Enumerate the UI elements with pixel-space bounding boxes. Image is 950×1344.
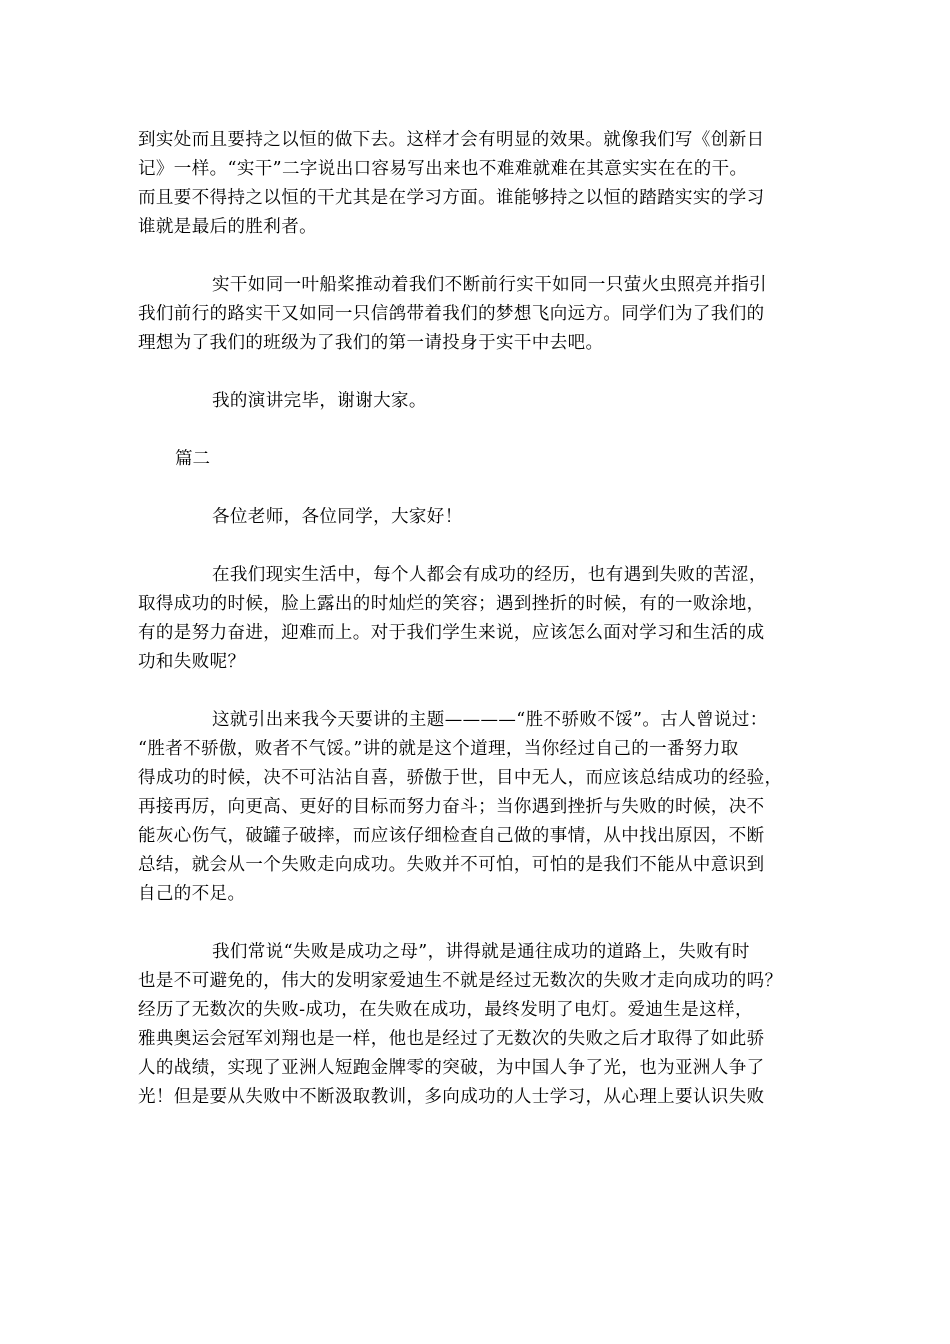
text-line: 再接再厉，向更高、更好的目标而努力奋斗；当你遇到挫折与失败的时候，决不: [138, 797, 765, 817]
text-line: 也是不可避免的，伟大的发明家爱迪生不就是经过无数次的失败才走向成功的吗？: [138, 971, 783, 991]
text-line: 在我们现实生活中，每个人都会有成功的经历，也有遇到失败的苦涩，: [212, 565, 767, 585]
text-line: 这就引出来我今天要讲的主题————“胜不骄败不馁”。古人曾说过：: [212, 710, 768, 730]
paragraph-gap: [138, 474, 824, 503]
text-line: 取得成功的时候，脸上露出的时灿烂的笑容；遇到挫折的时候，有的一败涂地，: [138, 594, 765, 614]
paragraph-7: [138, 938, 824, 1112]
paragraph-gap: [138, 909, 824, 938]
text-line: 雅典奥运会冠军刘翔也是一样，他也是经过了无数次的失败之后才取得了如此骄: [138, 1029, 765, 1049]
text-line: 记》一样。“实干”二字说出口容易写出来也不难难就难在其意实实在在的干。: [138, 159, 748, 179]
text-line: 自己的不足。: [138, 884, 246, 904]
paragraph-greeting: [138, 503, 824, 532]
text-line: 理想为了我们的班级为了我们的第一请投身于实干中去吧。: [138, 333, 604, 353]
section-heading: 篇二: [175, 449, 210, 469]
paragraph-2: [138, 271, 824, 358]
paragraph-5: [138, 561, 824, 677]
text-line: 有的是努力奋进，迎难而上。对于我们学生来说，应该怎么面对学习和生活的成: [138, 623, 765, 643]
text-line: 总结，就会从一个失败走向成功。失败并不可怕，可怕的是我们不能从中意识到: [138, 855, 765, 875]
paragraph-gap: [138, 358, 824, 387]
paragraph-gap: [138, 677, 824, 706]
text-line: 我们常说“失败是成功之母”，讲得就是通往成功的道路上，失败有时: [212, 942, 750, 962]
paragraph-3: [138, 387, 824, 416]
text-line: 我们前行的路实干又如同一只信鸽带着我们的梦想飞向远方。同学们为了我们的: [138, 304, 765, 324]
document-page: [138, 126, 824, 1112]
text-line: 到实处而且要持之以恒的做下去。这样才会有明显的效果。就像我们写《创新日: [138, 130, 765, 150]
text-line: 实干如同一叶船桨推动着我们不断前行实干如同一只萤火虫照亮并指引: [212, 275, 767, 295]
text-line: 经历了无数次的失败-成功，在失败在成功，最终发明了电灯。爱迪生是这样，: [138, 1000, 753, 1020]
text-line: 人的战绩，实现了亚洲人短跑金牌零的突破，为中国人争了光，也为亚洲人争了: [138, 1058, 765, 1078]
text-line: 能灰心伤气，破罐子破摔，而应该仔细检查自己做的事情，从中找出原因，不断: [138, 826, 765, 846]
text-line: 谁就是最后的胜利者。: [138, 217, 317, 237]
paragraph-1: [138, 126, 824, 242]
text-line: “胜者不骄傲，败者不气馁。”讲的就是这个道理，当你经过自己的一番努力取: [138, 739, 739, 759]
paragraph-gap: [138, 242, 824, 271]
paragraph-gap: [138, 416, 824, 445]
paragraph-6: [138, 706, 824, 909]
text-line: 得成功的时候，决不可沾沾自喜，骄傲于世，目中无人，而应该总结成功的经验，: [138, 768, 783, 788]
text-line: 各位老师，各位同学，大家好！: [212, 507, 463, 527]
paragraph-gap: [138, 532, 824, 561]
text-line: 功和失败呢？: [138, 652, 246, 672]
text-line: 我的演讲完毕，谢谢大家。: [212, 391, 427, 411]
text-line: 而且要不得持之以恒的干尤其是在学习方面。谁能够持之以恒的踏踏实实的学习: [138, 188, 765, 208]
text-line: 光！但是要从失败中不断汲取教训，多向成功的人士学习，从心理上要认识失败: [138, 1087, 765, 1107]
